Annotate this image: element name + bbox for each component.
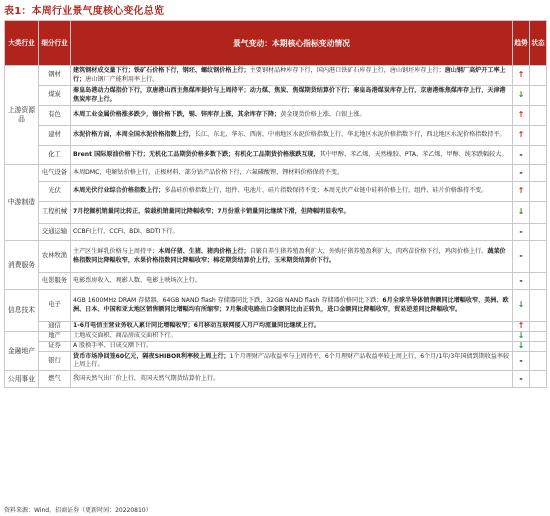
description-text: 我国天然气出厂价上行，英国天然气期货结算价上行。 xyxy=(73,374,220,382)
status-cell xyxy=(530,371,547,388)
description-text: 6月移动互联网接入月户均流量同比继续上行。 xyxy=(193,322,320,330)
subcategory-cell: 地产 xyxy=(39,332,71,342)
trend-flat-icon: - xyxy=(513,371,530,388)
subcategory-cell: 电子 xyxy=(39,290,71,322)
description-cell xyxy=(71,342,513,352)
subcategory-cell: 工程机械 xyxy=(39,202,71,224)
status-cell xyxy=(530,224,547,241)
table-row xyxy=(5,241,547,273)
description-text: 自繁自养生猪养殖盈利扩大，外购仔猪养殖盈利扩大，肉鸡苗价格下行，鸡肉价格上行。 xyxy=(249,248,488,256)
description-cell xyxy=(71,273,513,290)
description-cell xyxy=(71,86,513,106)
description-text: 7月挖掘机销量同比转正，装载机销量同比降幅收窄； xyxy=(73,208,218,216)
status-cell xyxy=(530,182,547,202)
header-desc: 景气变动：本期核心指标变动情况 xyxy=(71,21,513,66)
category-cell: 消费服务 xyxy=(5,241,39,290)
trend-up-arrow-icon: ↑ xyxy=(513,322,530,332)
description-text: 主产区生鲜乳价格与上周持平； xyxy=(73,248,159,256)
description-cell xyxy=(71,165,513,182)
description-text: 动力煤、焦炭、焦煤期货结算价下行； xyxy=(249,87,354,95)
description-text: CCBFI上行，CCFI、BDI、BDTI下行。 xyxy=(73,227,179,235)
description-cell xyxy=(71,352,513,371)
subcategory-cell: 燃气 xyxy=(39,371,71,388)
description-text: 水泥价格方面，本周全国水泥价格指数上行， xyxy=(73,131,195,139)
description-text: 本周DMC、电解钴价格上行，正极材料、部分钴产品价格下行，六氟磷酸锂、锂材料价格保持不变。 xyxy=(73,168,344,176)
trend-flat-icon: - xyxy=(513,273,530,290)
description-cell xyxy=(71,146,513,165)
trend-flat-icon: - xyxy=(513,146,530,165)
description-text: 长江、东北、华东、西南、中南地区水泥价格指数上行，华北地区水泥价格指数下行，西北地区水泥价格指数持平。 xyxy=(194,131,506,139)
description-text: 唐山钢厂产能利用率上行。 xyxy=(85,75,159,83)
status-cell xyxy=(530,202,547,224)
subcategory-cell: 农林牧渔 xyxy=(39,241,71,273)
description-cell xyxy=(71,371,513,388)
description-text: 1-6月电信主营业务收入累计同比增幅收窄； xyxy=(73,322,194,330)
status-cell xyxy=(530,273,547,290)
category-cell: 信息技术 xyxy=(5,290,39,332)
status-cell xyxy=(530,352,547,371)
status-cell xyxy=(530,332,547,342)
trend-up-arrow-icon: ↑ xyxy=(513,182,530,202)
table-row xyxy=(5,290,547,322)
table-body xyxy=(5,66,547,388)
status-cell xyxy=(530,126,547,146)
trend-flat-icon: - xyxy=(513,224,530,241)
status-cell xyxy=(530,86,547,106)
description-cell xyxy=(71,126,513,146)
table-row xyxy=(5,224,547,241)
description-cell xyxy=(71,290,513,322)
trend-up-arrow-icon: ↑ xyxy=(513,106,530,126)
subcategory-cell: 银行 xyxy=(39,352,71,371)
table-title: 表1：本周行业景气度核心变化总览 xyxy=(4,6,165,17)
footer-source: 资料来源：Wind，招商证券（更新时间：20220810） xyxy=(4,507,152,514)
table-row xyxy=(5,342,547,352)
status-cell xyxy=(530,66,547,86)
description-cell xyxy=(71,332,513,342)
status-cell xyxy=(530,322,547,332)
description-text: 其中甲醇、苯乙烯、天然橡胶、PTA、苯乙烯、甲醇、纯苯跌幅较大。 xyxy=(319,150,508,158)
subcategory-cell: 电影服务 xyxy=(39,273,71,290)
description-text: Brent 国际原油价格下行；无机化工品期货价格多数下跌；有机化工品期货价格涨跌互现， xyxy=(73,150,320,158)
trend-down-arrow-icon: ↓ xyxy=(513,290,530,322)
description-cell xyxy=(71,202,513,224)
status-cell xyxy=(530,241,547,273)
description-text: 唐山钢厂高炉开工率上行； xyxy=(73,67,506,83)
description-cell xyxy=(71,241,513,273)
description-text: A 股换手率、日成交额下行。 xyxy=(73,342,153,350)
subcategory-cell: 建材 xyxy=(39,126,71,146)
category-cell: 公用事业 xyxy=(5,371,39,388)
status-cell xyxy=(530,342,547,352)
subcategory-cell: 煤炭 xyxy=(39,86,71,106)
trend-up-arrow-icon: ↑ xyxy=(513,66,530,86)
subcategory-cell: 化工 xyxy=(39,146,71,165)
description-cell xyxy=(71,322,513,332)
trend-down-arrow-icon: ↓ xyxy=(513,342,530,352)
trend-flat-icon: - xyxy=(513,352,530,371)
table-row xyxy=(5,322,547,332)
subcategory-cell: 证券 xyxy=(39,342,71,352)
table-row xyxy=(5,273,547,290)
description-text: 黄金现货价格上涨、白银上涨。 xyxy=(280,111,366,119)
category-cell: 上游资源品 xyxy=(5,66,39,165)
description-text: 本周光伏行业综合价格指数上行； xyxy=(73,187,165,195)
table-row xyxy=(5,165,547,182)
description-text: 秦皇岛港煤炭库存上行，京唐港炼焦煤库存上行，天津港焦炭库存上行。 xyxy=(73,87,506,103)
description-text: 秦皇岛港动力煤指价下行，京唐港山西主焦煤库提价与上周持平； xyxy=(73,87,250,95)
trend-up-arrow-icon: ↑ xyxy=(513,126,530,146)
table-row xyxy=(5,86,547,106)
trend-down-arrow-icon: ↓ xyxy=(513,332,530,342)
trend-down-arrow-icon: ↓ xyxy=(513,86,530,106)
description-text: 蔬菜价格指数同比降幅收窄，水果价格指数同比降幅收窄； xyxy=(73,248,506,264)
description-text: 建筑钢材成交量下行；铁矿石价格下行，钢坯、螺纹钢价格上行； xyxy=(73,67,250,75)
table-row xyxy=(5,146,547,165)
description-text: 电影票房收入、观影人数、电影上映场次上行。 xyxy=(73,276,201,284)
table-row xyxy=(5,106,547,126)
header-l1: 大类行业 xyxy=(5,21,39,66)
header-trend: 趋势 xyxy=(513,21,530,66)
description-text: 土地成交面积、商品房成交面积下行。 xyxy=(73,332,177,340)
subcategory-cell: 钢材 xyxy=(39,66,71,86)
trend-flat-icon: - xyxy=(513,241,530,273)
table-row xyxy=(5,126,547,146)
table-row xyxy=(5,352,547,371)
description-text: 4GB 1600MHz DRAM 存储器、64GB NAND flash 存储器同比下跌，32GB NAND flash 存储器价格同比下跌； xyxy=(73,297,383,305)
subcategory-cell: 电气设备 xyxy=(39,165,71,182)
description-text: 棉花期货结算价上行，玉米期货结算价下行。 xyxy=(213,256,336,264)
description-cell xyxy=(71,182,513,202)
trend-down-arrow-icon: ↓ xyxy=(513,202,530,224)
description-text: 本周工业金属价格涨多跌少，镍价格下跌，锡、锌库存上涨，其余库存下降； xyxy=(73,111,281,119)
description-text: 货币市场净回笼60亿元，隔夜SHIBOR利率较上周上行； xyxy=(73,352,230,360)
status-cell xyxy=(530,106,547,126)
description-cell xyxy=(71,224,513,241)
subcategory-cell: 交通运输 xyxy=(39,224,71,241)
status-cell xyxy=(530,146,547,165)
industry-overview-table xyxy=(4,20,547,388)
description-text: 主要钢材品种库存下行，国内港口铁矿石库存上行，唐山钢坯库存上行； xyxy=(249,67,445,75)
category-cell: 金融地产 xyxy=(5,332,39,371)
table-row xyxy=(5,332,547,342)
category-cell: 中游制造 xyxy=(5,165,39,241)
description-cell xyxy=(71,106,513,126)
header-row xyxy=(5,21,547,66)
description-cell xyxy=(71,66,513,86)
description-text: 7月份重卡销量同比继续下滑，但降幅明显收窄。 xyxy=(217,208,350,216)
description-text: 6月全球半导体销售额同比增幅收窄，美洲、欧洲、日本、中国和亚太地区销售额同比增幅均有所缩窄；7月集成电路出口金额同比由正转负，进口金额同比降幅收窄，贸易逆差同比降幅收窄。 xyxy=(73,297,509,313)
status-cell xyxy=(530,165,547,182)
description-text: 本周仔猪、生猪、猪肉价格上行； xyxy=(158,248,250,256)
subcategory-cell: 通信 xyxy=(39,322,71,332)
table-row xyxy=(5,371,547,388)
description-text: 多晶硅价格指数上行，组件、电池片、硅片指数保持不变；本周光伏产业链中硅料价格上行，组件、硅片价格维持不变。 xyxy=(164,187,488,195)
table-row xyxy=(5,202,547,224)
status-cell xyxy=(530,290,547,322)
header-l2: 细分行业 xyxy=(39,21,71,66)
description-text: 1个月理财产品收益率与上周持平，6个月理财产品收益率较上周上行，6个月/1年/3年国债到期收益率较上周上行。 xyxy=(73,352,510,368)
table-row xyxy=(5,182,547,202)
table-row xyxy=(5,66,547,86)
subcategory-cell: 光伏 xyxy=(39,182,71,202)
trend-flat-icon: - xyxy=(513,165,530,182)
header-status: 状态 xyxy=(530,21,547,66)
subcategory-cell: 有色 xyxy=(39,106,71,126)
